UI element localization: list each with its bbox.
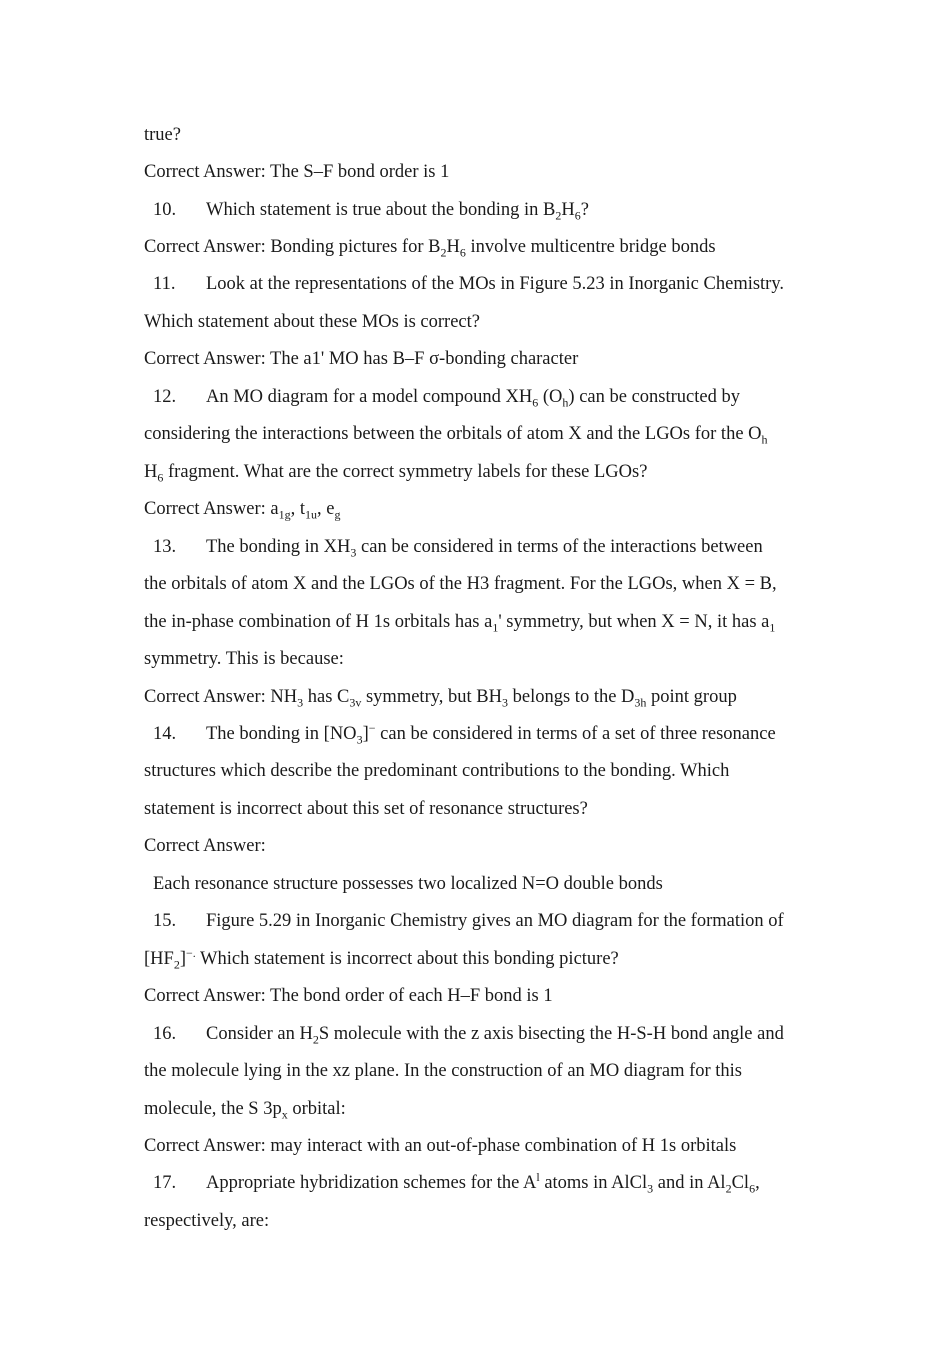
- text-line: [144, 572, 777, 596]
- question-text: (O: [538, 387, 563, 407]
- formula-text: , t: [290, 499, 305, 519]
- question-number: 10.: [153, 200, 177, 220]
- question-text: Which statement is true about the bonding in B: [206, 200, 556, 220]
- subscript: 3v: [349, 695, 362, 710]
- formula-text: a: [270, 499, 279, 519]
- subscript: 3: [502, 695, 508, 710]
- text-line: [144, 1209, 269, 1233]
- answer-line: [144, 235, 716, 259]
- question-number: 13.: [153, 537, 177, 557]
- question-text: fragment. What are the correct symmetry labels for these LGOs?: [168, 462, 648, 482]
- formula-text: [HF: [144, 949, 174, 969]
- question-text: ' symmetry, but when X = N, it has a: [498, 612, 770, 632]
- subscript: 3h: [634, 695, 647, 710]
- answer-text: involve multicentre bridge bonds: [465, 237, 716, 257]
- subscript: 6: [574, 208, 581, 223]
- answer-text: Correct Answer: The bond order of each H–F bond is 1: [144, 986, 553, 1006]
- text-line: [144, 123, 181, 147]
- question-text: the orbitals of atom X and the LGOs of the H3 fragment. For the LGOs, when X = B,: [144, 574, 777, 594]
- answer-line: [144, 347, 578, 371]
- question-text: molecule, the S 3p: [144, 1099, 282, 1119]
- question-14: [153, 722, 776, 746]
- question-text: The bonding in XH: [206, 537, 351, 557]
- question-10: [153, 198, 589, 222]
- subscript: 1: [492, 620, 499, 635]
- formula-text: ]: [179, 949, 186, 969]
- subscript: 3: [350, 545, 357, 560]
- subscript: h: [562, 395, 569, 410]
- answer-text: Correct Answer: The S–F bond order is 1: [144, 162, 450, 182]
- subscript: 1: [769, 620, 776, 635]
- line-text: true?: [144, 125, 181, 145]
- superscript: l: [536, 1169, 540, 1184]
- subscript: 1u: [305, 507, 317, 522]
- subscript: 2: [725, 1181, 732, 1196]
- question-number: 14.: [153, 724, 177, 744]
- formula-text: , e: [317, 499, 335, 519]
- superscript: −: [368, 720, 376, 735]
- subscript: 6: [157, 470, 164, 485]
- question-text: Which statement is incorrect about this bonding picture?: [195, 949, 619, 969]
- subscript: 3: [647, 1181, 654, 1196]
- answer-line: [144, 834, 266, 858]
- question-12: [153, 385, 740, 409]
- question-text: Look at the representations of the MOs in Figure 5.23 in Inorganic Chemistry.: [206, 274, 785, 294]
- answer-text: Each resonance structure possesses two localized N=O double bonds: [153, 874, 663, 894]
- question-number: 17.: [153, 1173, 177, 1193]
- answer-text: belongs to the D: [508, 687, 635, 707]
- subscript: 2: [555, 208, 562, 223]
- answer-line: [144, 497, 340, 521]
- answer-text: has C: [303, 687, 350, 707]
- subscript: 6: [532, 395, 539, 410]
- answer-text: symmetry, but BH: [361, 687, 502, 707]
- superscript: −.: [185, 945, 196, 960]
- formula-text: H: [144, 462, 158, 482]
- text-line: [144, 947, 619, 971]
- question-text: the in-phase combination of H 1s orbitals has a: [144, 612, 493, 632]
- text-line: [144, 310, 480, 334]
- question-11: [153, 272, 784, 296]
- answer-text: Correct Answer:: [144, 499, 271, 519]
- question-number: 11.: [153, 274, 176, 294]
- text-line: [144, 460, 647, 484]
- subscript: 2: [173, 957, 180, 972]
- question-text: ) can be constructed by: [568, 387, 740, 407]
- text-line: [144, 1059, 742, 1083]
- formula-text: Cl: [731, 1173, 750, 1193]
- answer-text: point group: [646, 687, 737, 707]
- question-text: The bonding in [NO: [206, 724, 357, 744]
- question-text: orbital:: [287, 1099, 346, 1119]
- answer-line: [144, 160, 449, 184]
- subscript: 6: [459, 245, 466, 260]
- question-text: and in Al: [653, 1173, 726, 1193]
- text-line: [144, 422, 768, 446]
- question-text: Figure 5.29 in Inorganic Chemistry gives an MO diagram for the formation of: [206, 911, 784, 931]
- formula-text: H: [561, 200, 575, 220]
- question-number: 15.: [153, 911, 177, 931]
- question-text: considering the interactions between the orbitals of atom X and the LGOs for the O: [144, 424, 762, 444]
- text-line: [144, 797, 588, 821]
- subscript: 6: [749, 1181, 756, 1196]
- question-17: [153, 1171, 760, 1195]
- subscript: 1g: [278, 507, 291, 522]
- subscript: 2: [440, 245, 447, 260]
- formula-text: H: [446, 237, 460, 257]
- answer-line: [144, 984, 553, 1008]
- question-16: [153, 1022, 784, 1046]
- question-text: An MO diagram for a model compound XH: [206, 387, 533, 407]
- question-text: respectively, are:: [144, 1211, 270, 1231]
- subscript: 3: [297, 695, 304, 710]
- question-text: statement is incorrect about this set of resonance structures?: [144, 799, 588, 819]
- question-15: [153, 909, 784, 933]
- question-text: Appropriate hybridization schemes for the A: [206, 1173, 537, 1193]
- formula-text: ]: [362, 724, 369, 744]
- subscript: g: [334, 507, 341, 522]
- answer-line: [144, 1134, 736, 1158]
- subscript: 3: [356, 732, 363, 747]
- text-line: [144, 759, 729, 783]
- subscript: 2: [312, 1032, 319, 1047]
- question-text: atoms in AlCl: [539, 1173, 648, 1193]
- answer-text: Correct Answer: NH: [144, 687, 298, 707]
- subscript: h: [761, 432, 768, 447]
- text-line: [144, 610, 775, 634]
- question-text: can be considered in terms of the interactions between: [356, 537, 763, 557]
- answer-text: Correct Answer: Bonding pictures for B: [144, 237, 441, 257]
- question-text: S molecule with the z axis bisecting the H-S-H bond angle and: [318, 1024, 784, 1044]
- question-text: ?: [580, 200, 589, 220]
- question-13: [153, 535, 763, 559]
- answer-text: Correct Answer:: [144, 836, 266, 856]
- question-text: structures which describe the predominant contributions to the bonding. Which: [144, 761, 730, 781]
- question-text: can be considered in terms of a set of three resonance: [375, 724, 776, 744]
- answer-text: Correct Answer: may interact with an out-of-phase combination of H 1s orbitals: [144, 1136, 737, 1156]
- question-number: 12.: [153, 387, 177, 407]
- question-number: 16.: [153, 1024, 177, 1044]
- text-line: [144, 647, 344, 671]
- question-text: Consider an H: [206, 1024, 313, 1044]
- question-text: symmetry. This is because:: [144, 649, 344, 669]
- question-text: the molecule lying in the xz plane. In the construction of an MO diagram for this: [144, 1061, 743, 1081]
- answer-line: [144, 685, 737, 709]
- subscript: x: [281, 1107, 288, 1122]
- answer-line: [153, 872, 663, 896]
- question-text: ,: [755, 1173, 760, 1193]
- text-line: [144, 1097, 346, 1121]
- question-text: Which statement about these MOs is correct?: [144, 312, 480, 332]
- answer-text: Correct Answer: The a1' MO has B–F σ-bonding character: [144, 349, 579, 369]
